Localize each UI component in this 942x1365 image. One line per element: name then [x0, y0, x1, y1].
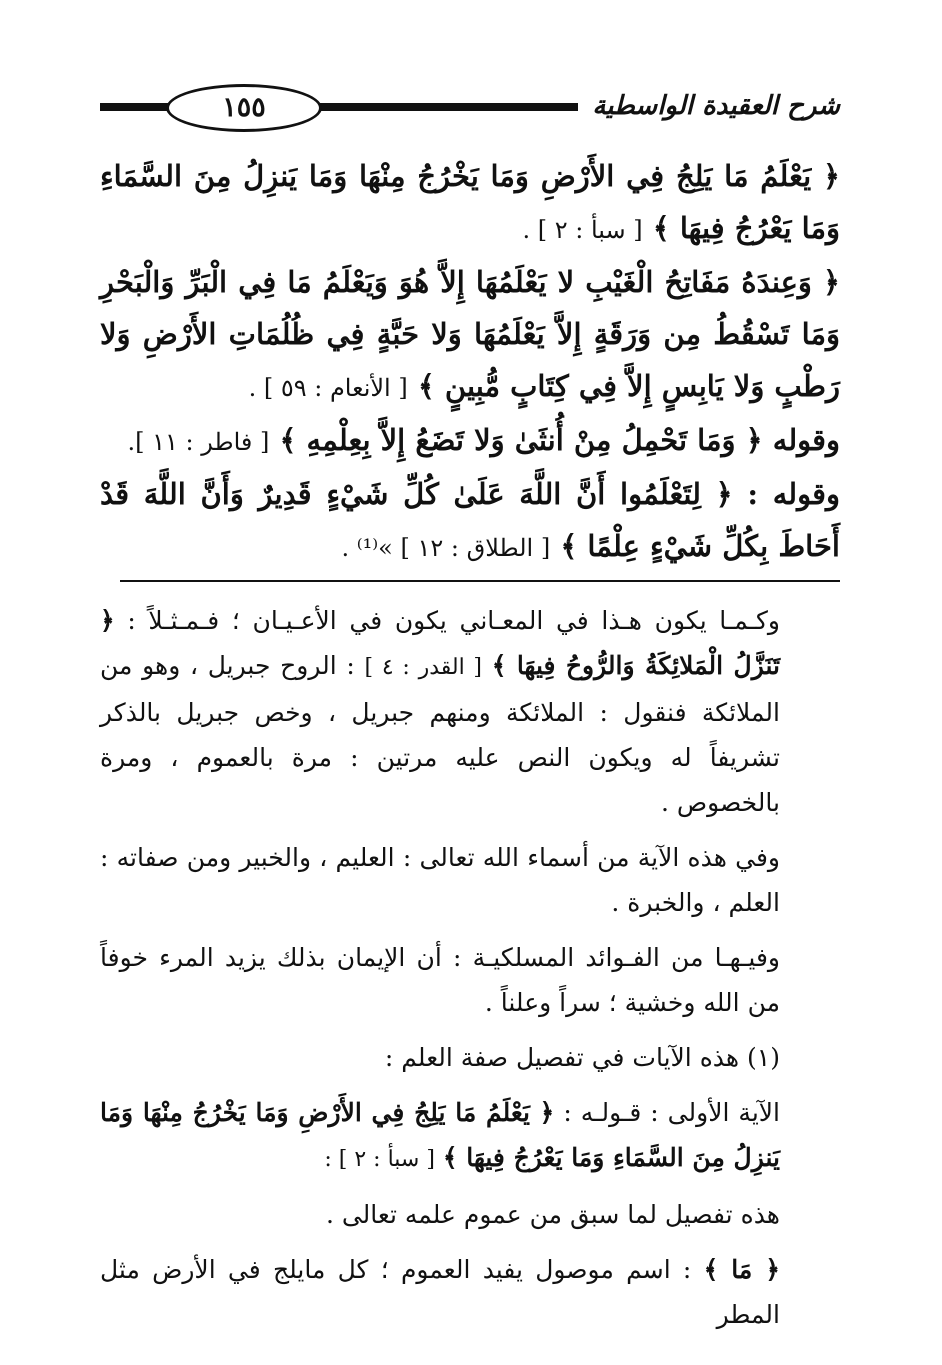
intro-word: وقوله :: [747, 477, 840, 511]
page-header: [100, 84, 840, 132]
footnote-heading: (١) هذه الآيات في تفصيل صفة العلم :: [384, 1043, 780, 1072]
running-title: شرح العقيدة الواسطية: [578, 86, 840, 126]
verse-paragraph: [100, 414, 840, 468]
commentary: [100, 598, 840, 1347]
quran-verse: ﴿ يَعْلَمُ مَا يَلِجُ فِي الأَرْضِ وَمَا يَخْرُجُ مِنْهَا وَمَا يَنزِلُ مِنَ السَّمَاءِ وَمَا يَعْرُجُ فِيهَا ﴾: [100, 159, 840, 245]
verse-paragraph: [100, 256, 840, 414]
intro-word: وقوله: [772, 423, 840, 457]
commentary-paragraph: [100, 1090, 840, 1182]
main-text: [100, 150, 840, 574]
quran-verse: ﴿ وَمَا تَحْمِلُ مِنْ أُنثَىٰ وَلا تَضَعُ إِلاَّ بِعِلْمِهِ ﴾: [279, 423, 763, 457]
commentary-text: : اسم موصول يفيد العموم ؛ كل مايلج في الأرض مثل المطر: [100, 1255, 780, 1329]
commentary-text: وكـمـا يكون هـذا في المعـاني يكون في الأعـيـان ؛ فـمـثـلاً :: [127, 606, 781, 635]
verse-reference: [ الأنعام : ٥٩ ] .: [248, 374, 408, 402]
verse-reference: [ فاطر : ١١ ].: [127, 428, 270, 456]
verse-paragraph: [100, 468, 840, 574]
footnote-separator: [120, 580, 840, 582]
quran-verse: ﴿ لِتَعْلَمُوا أَنَّ اللَّهَ عَلَىٰ كُلِّ شَيْءٍ قَدِيرٌ وَأَنَّ اللَّهَ قَدْ أَحَاطَ بِكُلِّ شَيْءٍ عِلْمًا ﴾: [100, 477, 840, 563]
commentary-text: الآية الأولى : قـولـه :: [563, 1098, 780, 1127]
verse-reference: [ القدر : ٤ ]: [364, 655, 483, 680]
page-number: ١٥٥: [166, 84, 322, 132]
quran-verse: ﴿ يَعْلَمُ مَا يَلِجُ فِي الأَرْضِ وَمَا يَخْرُجُ مِنْهَا وَمَا يَنزِلُ مِنَ السَّمَاءِ وَمَا يَعْرُجُ فِيهَا ﴾: [100, 1098, 780, 1172]
verse-reference: [ الطلاق : ١٢ ] »⁽¹⁾ .: [341, 534, 551, 562]
commentary-paragraph: [100, 598, 840, 825]
verse-paragraph: [100, 150, 840, 256]
commentary-text: : الروح جبريل ، وهو من الملائكة فنقول : الملائكة ومنهم جبريل ، وخص جبريل بالذكر تشريفاً له ويكون النص عليه مرتين : مرة بالعموم ، ومرة بالخصوص .: [100, 651, 780, 817]
commentary-paragraph: وفي هذه الآية من أسماء الله تعالى : العليم ، والخبير ومن صفاته : العلم ، والخبرة .: [100, 843, 780, 917]
quran-verse: ﴿ تَنَزَّلُ الْمَلائِكَةُ وَالرُّوحُ فِيهَا ﴾: [100, 606, 781, 680]
quran-verse: ﴿ مَا ﴾: [703, 1255, 780, 1284]
commentary-paragraph: [100, 1247, 840, 1337]
commentary-paragraph: وفيـهـا من الفـوائد المسلكيـة : أن الإيمان بذلك يزيد المرء خوفاً من الله وخشية ؛ سراً وعلناً .: [100, 943, 780, 1017]
commentary-paragraph: هذه تفصيل لما سبق من عموم علمه تعالى .: [325, 1200, 780, 1229]
verse-reference: [ سبأ : ٢ ] .: [522, 216, 643, 244]
quran-verse: ﴿ وَعِندَهُ مَفَاتِحُ الْغَيْبِ لا يَعْلَمُهَا إِلاَّ هُوَ وَيَعْلَمُ مَا فِي الْبَرِّ وَالْبَحْرِ وَمَا تَسْقُطُ مِن وَرَقَةٍ إِلاَّ يَعْلَمُهَا وَلا حَبَّةٍ فِي ظُلُمَاتِ الأَرْضِ وَلا رَطْبٍ وَلا يَابِسٍ إِلاَّ فِي كِتَابٍ مُّبِينٍ ﴾: [100, 265, 840, 403]
verse-reference: [ سبأ : ٢ ] :: [324, 1147, 435, 1172]
